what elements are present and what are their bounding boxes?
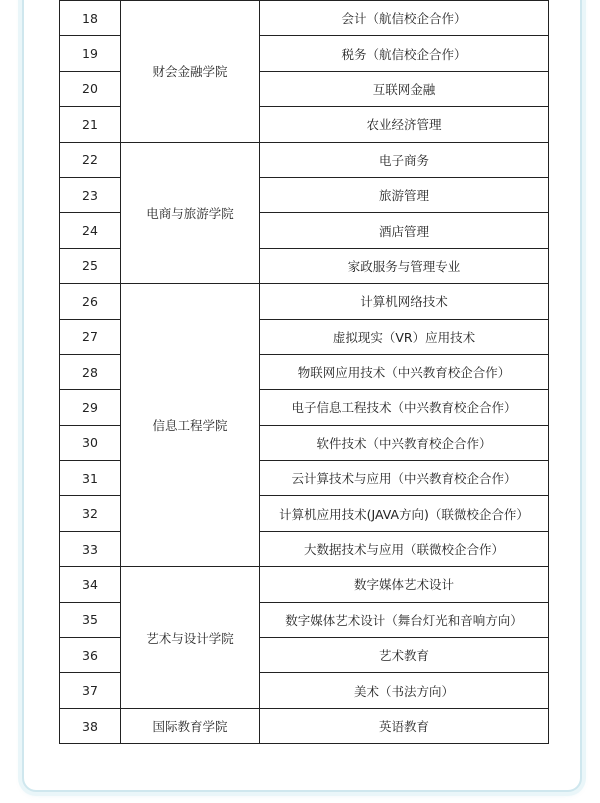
table-row	[60, 1, 549, 36]
row-number: 36	[60, 638, 121, 673]
major-name: 旅游管理	[260, 177, 549, 212]
major-name: 酒店管理	[260, 213, 549, 248]
table-row	[60, 284, 549, 319]
major-name: 计算机网络技术	[260, 284, 549, 319]
major-name: 电子信息工程技术（中兴教育校企合作）	[260, 390, 549, 425]
row-number: 20	[60, 71, 121, 106]
major-name: 税务（航信校企合作）	[260, 36, 549, 71]
table-row	[60, 708, 549, 743]
row-number: 29	[60, 390, 121, 425]
row-number: 27	[60, 319, 121, 354]
major-name: 数字媒体艺术设计（舞台灯光和音响方向）	[260, 602, 549, 637]
college-name: 电商与旅游学院	[121, 142, 260, 284]
college-name: 财会金融学院	[121, 1, 260, 143]
major-name: 农业经济管理	[260, 107, 549, 142]
row-number: 26	[60, 284, 121, 319]
major-name: 互联网金融	[260, 71, 549, 106]
major-name: 软件技术（中兴教育校企合作）	[260, 425, 549, 460]
major-name: 大数据技术与应用（联微校企合作）	[260, 531, 549, 566]
major-name: 家政服务与管理专业	[260, 248, 549, 283]
table-row	[60, 142, 549, 177]
major-name: 物联网应用技术（中兴教育校企合作）	[260, 354, 549, 389]
table-row	[60, 567, 549, 602]
row-number: 18	[60, 1, 121, 36]
row-number: 32	[60, 496, 121, 531]
college-name: 国际教育学院	[121, 708, 260, 743]
major-name: 云计算技术与应用（中兴教育校企合作）	[260, 461, 549, 496]
row-number: 35	[60, 602, 121, 637]
row-number: 19	[60, 36, 121, 71]
row-number: 31	[60, 461, 121, 496]
row-number: 22	[60, 142, 121, 177]
major-name: 艺术教育	[260, 638, 549, 673]
row-number: 24	[60, 213, 121, 248]
row-number: 33	[60, 531, 121, 566]
row-number: 28	[60, 354, 121, 389]
row-number: 23	[60, 177, 121, 212]
row-number: 30	[60, 425, 121, 460]
college-name: 信息工程学院	[121, 284, 260, 567]
major-name: 虚拟现实（VR）应用技术	[260, 319, 549, 354]
row-number: 25	[60, 248, 121, 283]
major-name: 会计（航信校企合作）	[260, 1, 549, 36]
row-number: 34	[60, 567, 121, 602]
major-name: 电子商务	[260, 142, 549, 177]
majors-table-body	[60, 1, 549, 744]
major-name: 英语教育	[260, 708, 549, 743]
major-name: 数字媒体艺术设计	[260, 567, 549, 602]
majors-table	[59, 0, 549, 744]
major-name: 计算机应用技术(JAVA方向)（联微校企合作）	[260, 496, 549, 531]
row-number: 38	[60, 708, 121, 743]
college-name: 艺术与设计学院	[121, 567, 260, 709]
row-number: 21	[60, 107, 121, 142]
row-number: 37	[60, 673, 121, 708]
major-name: 美术（书法方向）	[260, 673, 549, 708]
